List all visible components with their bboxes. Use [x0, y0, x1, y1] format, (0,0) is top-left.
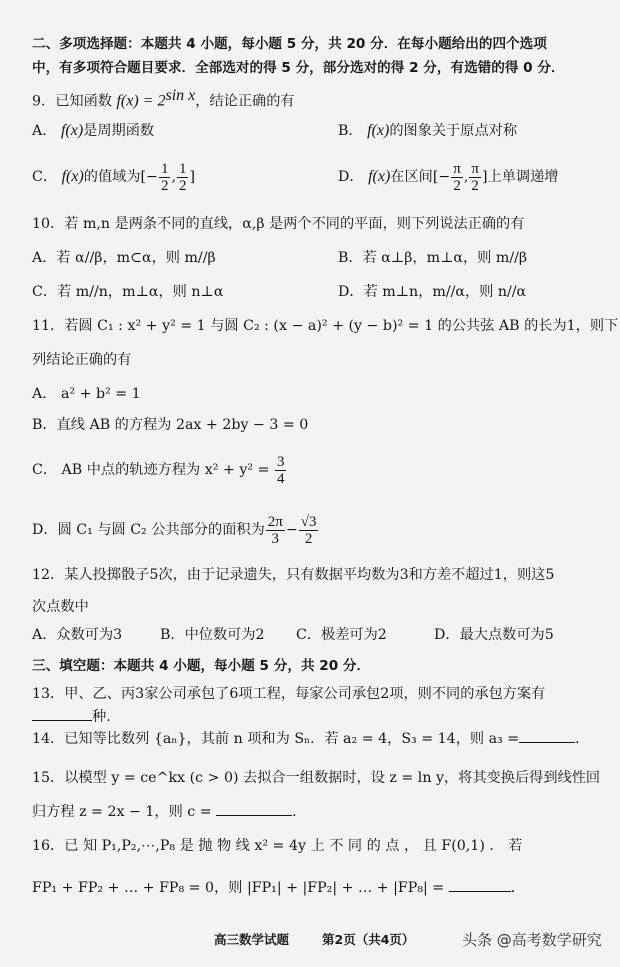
q10-option-b: B．若 α⊥β，m⊥α，则 m//β: [338, 250, 528, 266]
q11-stem-line2: 列结论正确的有: [32, 352, 132, 368]
q15-stem-line2: 归方程 z = 2x − 1，则 c = ．: [32, 801, 306, 822]
q14-stem: 14．已知等比数列 {aₙ}，其前 n 项和为 Sₙ．若 a₂ = 4，S₃ = 14，则 a₃ = ．: [32, 728, 589, 749]
q12-stem-line2: 次点数中: [32, 599, 89, 615]
q9-option-b: B． f(x)的图象关于原点对称: [338, 122, 518, 139]
q11-option-d: D．圆 C₁ 与圆 C₂ 公共部分的面积为 $\frac{2\pi}{3}$ − $\frac{√3}{2}$: [32, 513, 317, 547]
q12-stem-line1: 12．某人投掷骰子5次，由于记录遗失，只有数据平均数为3和方差不超过1，则这5: [32, 567, 555, 583]
q16-stem-line2: FP₁ + FP₂ + … + FP₈ = 0，则 |FP₁| + |FP₂| + … + |FP₈| = ．: [32, 877, 525, 898]
q16-stem-line1: 16．已 知 P₁,P₂,⋯,P₈ 是 抛 物 线 x² = 4y 上 不 同 的 点 ， 且 F(0,1) ． 若: [32, 838, 523, 854]
q9-option-a: A． f(x)是周期函数: [32, 122, 155, 139]
q13-stem-line2: 种．: [32, 706, 120, 727]
q10-option-c: C．若 m//n，m⊥α，则 n⊥α: [32, 284, 224, 300]
q13-stem-line1: 13．甲、乙、丙3家公司承包了6项工程，每家公司承包2项，则不同的承包方案有: [32, 686, 546, 702]
q13-answer-blank[interactable]: [32, 706, 92, 721]
q11-stem-line1: 11．若圆 C₁ : x² + y² = 1 与圆 C₂ : (x − a)² + (y − b)² = 1 的公共弦 AB 的长为1，则下: [32, 318, 619, 334]
q11-option-b: B．直线 AB 的方程为 2ax + 2by − 3 = 0: [32, 417, 309, 433]
q12-option-a: A．众数可为3: [32, 627, 123, 643]
section3-heading: 三、填空题：本题共 4 小题，每小题 5 分，共 20 分．: [32, 658, 371, 674]
q12-option-c: C．极差可为2: [296, 627, 387, 643]
section2-heading-line2: 中，有多项符合题目要求．全部选对的得 5 分，部分选对的得 2 分，有选错的得 0 分．: [32, 60, 565, 76]
q12-option-d: D．最大点数可为5: [434, 627, 554, 643]
watermark: 头条 @高考数学研究: [462, 931, 602, 949]
q16-answer-blank[interactable]: [449, 877, 511, 892]
q10-stem: 10．若 m,n 是两条不同的直线，α,β 是两个不同的平面，则下列说法正确的有: [32, 216, 525, 232]
q10-option-a: A．若 α//β，m⊂α，则 m//β: [32, 250, 216, 266]
q11-option-a: A． a² + b² = 1: [32, 386, 141, 402]
section2-heading-line1: 二、多项选择题：本题共 4 小题，每小题 5 分，共 20 分．在每小题给出的四个选项: [32, 36, 547, 52]
q9-option-c: C． f(x)的值域为[− $\frac{1}{2}$ , $\frac{1}{2}$ ]: [32, 160, 196, 194]
q15-stem-line1: 15．以模型 y = ce^kx (c > 0) 去拟合一组数据时，设 z = ln y，将其变换后得到线性回: [32, 770, 601, 786]
q11-option-c: C． AB 中点的轨迹方程为 x² + y² = $\frac{3}{4}$: [32, 453, 285, 487]
q9-stem: 9．已知函数 $f(x) = 2^{sin x}$，结论正确的有: [32, 87, 295, 110]
q12-option-b: B．中位数可为2: [160, 627, 265, 643]
q14-answer-blank[interactable]: [519, 728, 575, 743]
footer-page-number: 第2页（共4页）: [322, 932, 415, 947]
q10-option-d: D．若 m⊥n，m//α，则 n//α: [338, 284, 527, 300]
q9-option-d: D． f(x)在区间[− $\frac{\pi}{2}$ , $\frac{\pi}{2}$ ]上单调递增: [338, 160, 559, 194]
q15-answer-blank[interactable]: [216, 801, 292, 816]
footer-title: 高三数学试题: [214, 932, 290, 947]
